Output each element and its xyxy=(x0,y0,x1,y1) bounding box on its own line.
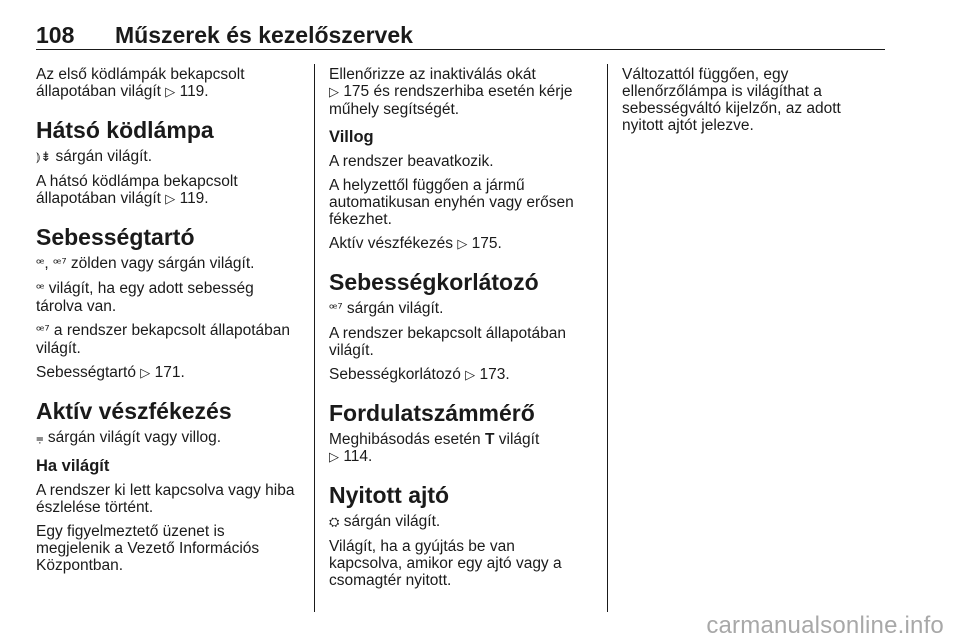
column-1 xyxy=(36,66,301,581)
door-open-icon: ⛭ xyxy=(329,515,340,530)
paragraph: A hátsó ködlámpa bekapcsolt állapotában világít ▷ 119. xyxy=(36,173,238,207)
page-ref-icon: ▷ xyxy=(140,366,151,381)
paragraph: Ellenőrizze az inaktiválás okát ▷ 175 és rendszerhiba esetén kérje műhely segítségét. xyxy=(329,66,573,118)
page-ref-icon: ▷ xyxy=(165,192,176,207)
page-ref-icon: ▷ xyxy=(329,85,339,100)
column-divider xyxy=(607,64,608,612)
paragraph: Változattól függően, egy ellenőrzőlámpa is világíthat a sebességváltó kijelzőn, az adott nyitott ajtót jelezve. xyxy=(622,66,841,134)
rear-fog-lamp-icon: ⦆⇟ xyxy=(36,150,52,165)
section-heading: Sebességtartó xyxy=(36,224,195,250)
section-heading: Nyitott ajtó xyxy=(329,482,450,508)
watermark: carmanualsonline.info xyxy=(706,612,944,639)
page-header xyxy=(36,22,885,50)
cruise-control-set-icon: ꟹ⁷ xyxy=(36,324,50,339)
paragraph: A rendszer bekapcsolt állapotában világít. xyxy=(329,325,566,359)
section-heading: Hátsó ködlámpa xyxy=(36,117,214,143)
page-ref-icon: ▷ xyxy=(165,85,176,100)
paragraph: Egy figyelmeztető üzenet is megjelenik a Vezető Információs Központban. xyxy=(36,523,260,574)
malfunction-t-icon: T xyxy=(484,431,495,448)
cruise-control-icon: ꟹ xyxy=(36,282,45,297)
speed-limiter-icon: ꟹ⁷ xyxy=(329,302,343,317)
paragraph: Aktív vészfékezés ▷ 175. xyxy=(329,235,502,252)
paragraph: ⛭ sárgán világít. xyxy=(329,513,441,530)
section-heading: Fordulatszámmérő xyxy=(329,400,535,426)
paragraph: ꟹ⁷ sárgán világít. xyxy=(329,300,444,317)
page-number: 108 xyxy=(36,22,75,48)
paragraph: ꟹ világít, ha egy adott sebesség tárolva van. xyxy=(36,280,254,315)
emergency-brake-icon: ⩦ xyxy=(36,431,44,446)
paragraph: Világít, ha a gyújtás be van kapcsolva, amikor egy ajtó vagy a csomagtér nyitott. xyxy=(329,538,562,589)
paragraph: ⦆⇟ sárgán világít. xyxy=(36,148,153,165)
page-ref-icon: ▷ xyxy=(457,237,468,252)
paragraph: Sebességkorlátozó ▷ 173. xyxy=(329,366,510,383)
paragraph: A helyzettől függően a jármű automatikusan enyhén vagy erősen fékezhet. xyxy=(329,177,574,228)
subsection-heading: Villog xyxy=(329,128,374,146)
page-ref-icon: ▷ xyxy=(465,368,476,383)
column-divider xyxy=(314,64,315,612)
paragraph: Meghibásodás esetén T világít ▷ 114. xyxy=(329,431,540,465)
subsection-heading: Ha világít xyxy=(36,457,110,475)
section-heading: Aktív vészfékezés xyxy=(36,398,232,424)
paragraph: Az első ködlámpák bekapcsolt állapotában világít ▷ 119. xyxy=(36,66,245,100)
paragraph: ⩦ sárgán világít vagy villog. xyxy=(36,429,222,446)
column-3 xyxy=(622,66,887,141)
page-ref-icon: ▷ xyxy=(329,450,339,465)
cruise-control-icon: ꟹ xyxy=(36,257,45,272)
chapter-title: Műszerek és kezelőszervek xyxy=(115,22,413,48)
paragraph: A rendszer beavatkozik. xyxy=(329,153,494,170)
paragraph: A rendszer ki lett kapcsolva vagy hiba észlelése történt. xyxy=(36,482,295,516)
column-2 xyxy=(329,66,594,596)
paragraph: ꟹ, ꟹ⁷ zölden vagy sárgán világít. xyxy=(36,255,255,272)
paragraph: ꟹ⁷ a rendszer bekapcsolt állapotában világít. xyxy=(36,322,291,357)
section-heading: Sebességkorlátozó xyxy=(329,269,539,295)
cruise-control-set-icon: ꟹ⁷ xyxy=(53,257,67,272)
paragraph: Sebességtartó ▷ 171. xyxy=(36,364,185,381)
